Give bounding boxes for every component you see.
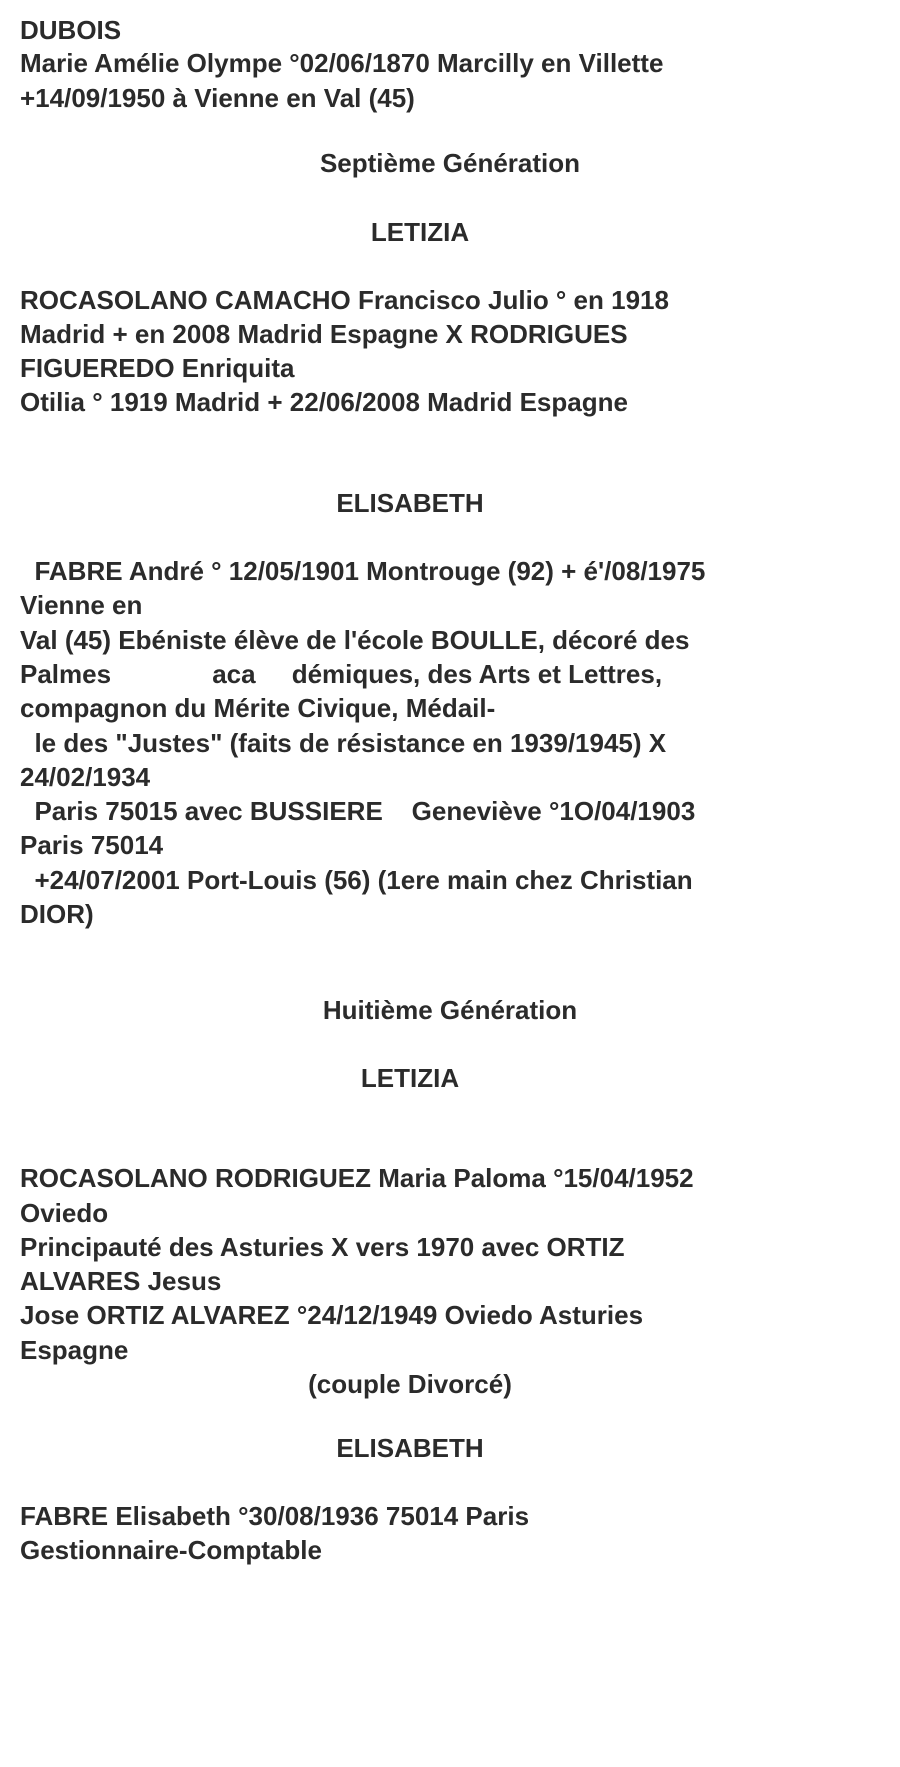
- gen8-letizia-note: (couple Divorcé): [308, 1369, 512, 1399]
- gen8-letizia-line: Principauté des Asturies X vers 1970 avec ORTIZ: [20, 1232, 625, 1262]
- gen7-elisabeth-line: 24/02/1934: [20, 762, 151, 792]
- gen8-heading: Huitième Génération: [322, 995, 578, 1025]
- gen8-letizia-line: Oviedo: [20, 1198, 109, 1228]
- gen7-elisabeth-heading: ELISABETH: [336, 488, 484, 518]
- dubois-line-2: +14/09/1950 à Vienne en Val (45): [20, 83, 415, 113]
- gen7-letizia-line: ROCASOLANO CAMACHO Francisco Julio ° en 1918: [20, 285, 669, 315]
- gen7-elisabeth-line: le des "Justes" (faits de résistance en 1939/1945) X: [20, 728, 667, 758]
- gen8-letizia-line: ROCASOLANO RODRIGUEZ Maria Paloma °15/04/1952: [20, 1163, 694, 1193]
- gen8-elisabeth-line: Gestionnaire-Comptable: [20, 1535, 322, 1565]
- gen7-letizia-line: FIGUEREDO Enriquita: [20, 353, 295, 383]
- gen8-letizia-line: Jose ORTIZ ALVAREZ °24/12/1949 Oviedo Asturies: [20, 1300, 644, 1330]
- gen8-letizia-line: ALVARES Jesus: [20, 1266, 222, 1296]
- gen7-letizia-line: Otilia ° 1919 Madrid + 22/06/2008 Madrid Espagne: [20, 387, 628, 417]
- gen7-elisabeth-line: Paris 75014: [20, 830, 164, 860]
- gen8-letizia-line: Espagne: [20, 1335, 129, 1365]
- gen8-letizia-heading: LETIZIA: [360, 1063, 460, 1093]
- gen7-elisabeth-line: DIOR): [20, 899, 94, 929]
- dubois-line-1: Marie Amélie Olympe °02/06/1870 Marcilly en Villette: [20, 48, 664, 78]
- gen8-elisabeth-heading: ELISABETH: [336, 1433, 484, 1463]
- dubois-surname: DUBOIS: [20, 15, 122, 45]
- gen7-elisabeth-line: FABRE André ° 12/05/1901 Montrouge (92) + é'/08/1975: [20, 556, 706, 586]
- gen7-elisabeth-line: Paris 75015 avec BUSSIERE Geneviève °1O/04/1903: [20, 796, 696, 826]
- gen7-heading: Septième Génération: [319, 148, 581, 178]
- gen7-elisabeth-line: compagnon du Mérite Civique, Médail-: [20, 693, 496, 723]
- gen7-elisabeth-line: Val (45) Ebéniste élève de l'école BOULLE, décoré des: [20, 625, 690, 655]
- gen7-elisabeth-line: Palmes aca démiques, des Arts et Lettres,: [20, 659, 663, 689]
- gen8-elisabeth-line: FABRE Elisabeth °30/08/1936 75014 Paris: [20, 1501, 530, 1531]
- gen7-elisabeth-line: Vienne en: [20, 590, 143, 620]
- gen7-elisabeth-line: +24/07/2001 Port-Louis (56) (1ere main chez Christian: [20, 865, 693, 895]
- gen7-letizia-heading: LETIZIA: [370, 217, 470, 247]
- gen7-letizia-line: Madrid + en 2008 Madrid Espagne X RODRIGUES: [20, 319, 628, 349]
